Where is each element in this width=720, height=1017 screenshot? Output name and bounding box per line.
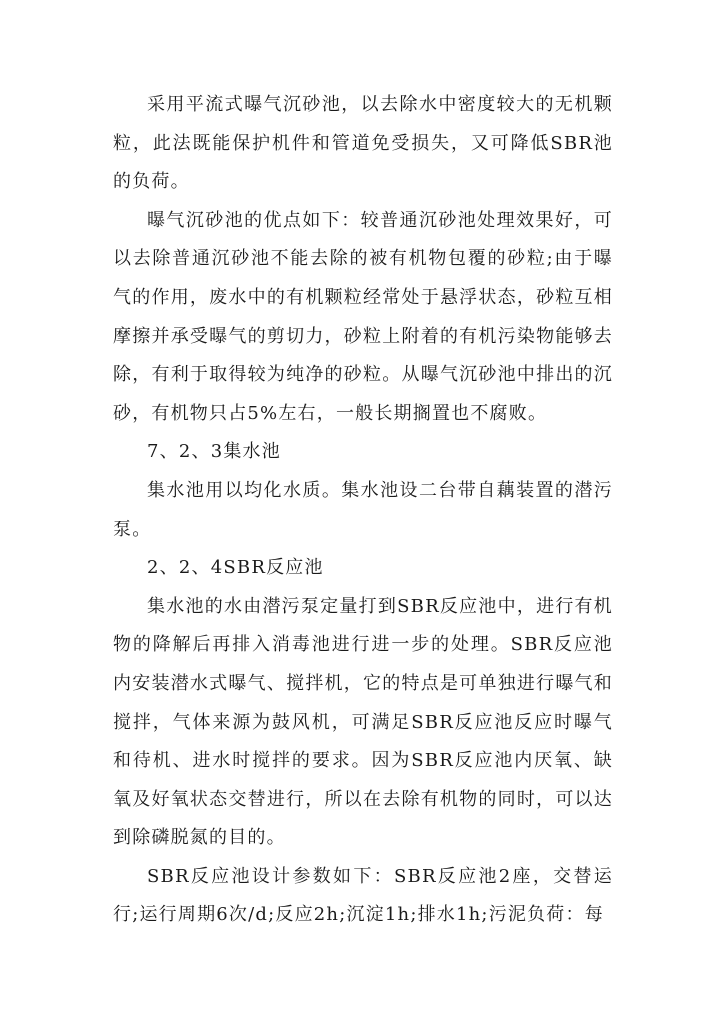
paragraph-aerated-grit-advantages: 曝气沉砂池的优点如下：较普通沉砂池处理效果好，可以去除普通沉砂池不能去除的被有机物包覆的砂粒;由于曝气的作用，废水中的有机颗粒经常处于悬浮状态，砂粒互相摩擦并承受曝气的剪切力，砂粒上附着的有机污染物能够去除，有利于取得较为纯净的砂粒。从曝气沉砂池中排出的沉砂，有机物只占5%左右，一般长期搁置也不腐败。 [113,209,613,424]
section-heading-collection-tank: 7、2、3集水池 [147,441,281,463]
paragraph-grit-chamber-intro: 采用平流式曝气沉砂池，以去除水中密度较大的无机颗粒，此法既能保护机件和管道免受损失，又可降低SBR池的负荷。 [113,94,613,193]
document-body [113,86,613,935]
paragraph-sbr-design-parameters: SBR反应池设计参数如下：SBR反应池2座，交替运行;运行周期6次/d;反应2h;沉淀1h;排水1h;污泥负荷：每 [113,865,613,926]
paragraph-sbr-reactor: 集水池的水由潜污泵定量打到SBR反应池中，进行有机物的降解后再排入消毒池进行进一步的处理。SBR反应池内安装潜水式曝气、搅拌机，它的特点是可单独进行曝气和搅拌，气体来源为鼓风机，可满足SBR反应池反应时曝气和待机、进水时搅拌的要求。因为SBR反应池内厌氧、缺氧及好氧状态交替进行，所以在去除有机物的同时，可以达到除磷脱氮的目的。 [113,595,613,849]
section-heading-sbr-reactor: 2、2、4SBR反应池 [147,557,324,579]
paragraph-collection-tank: 集水池用以均化水质。集水池设二台带自藕装置的潜污泵。 [113,479,613,540]
